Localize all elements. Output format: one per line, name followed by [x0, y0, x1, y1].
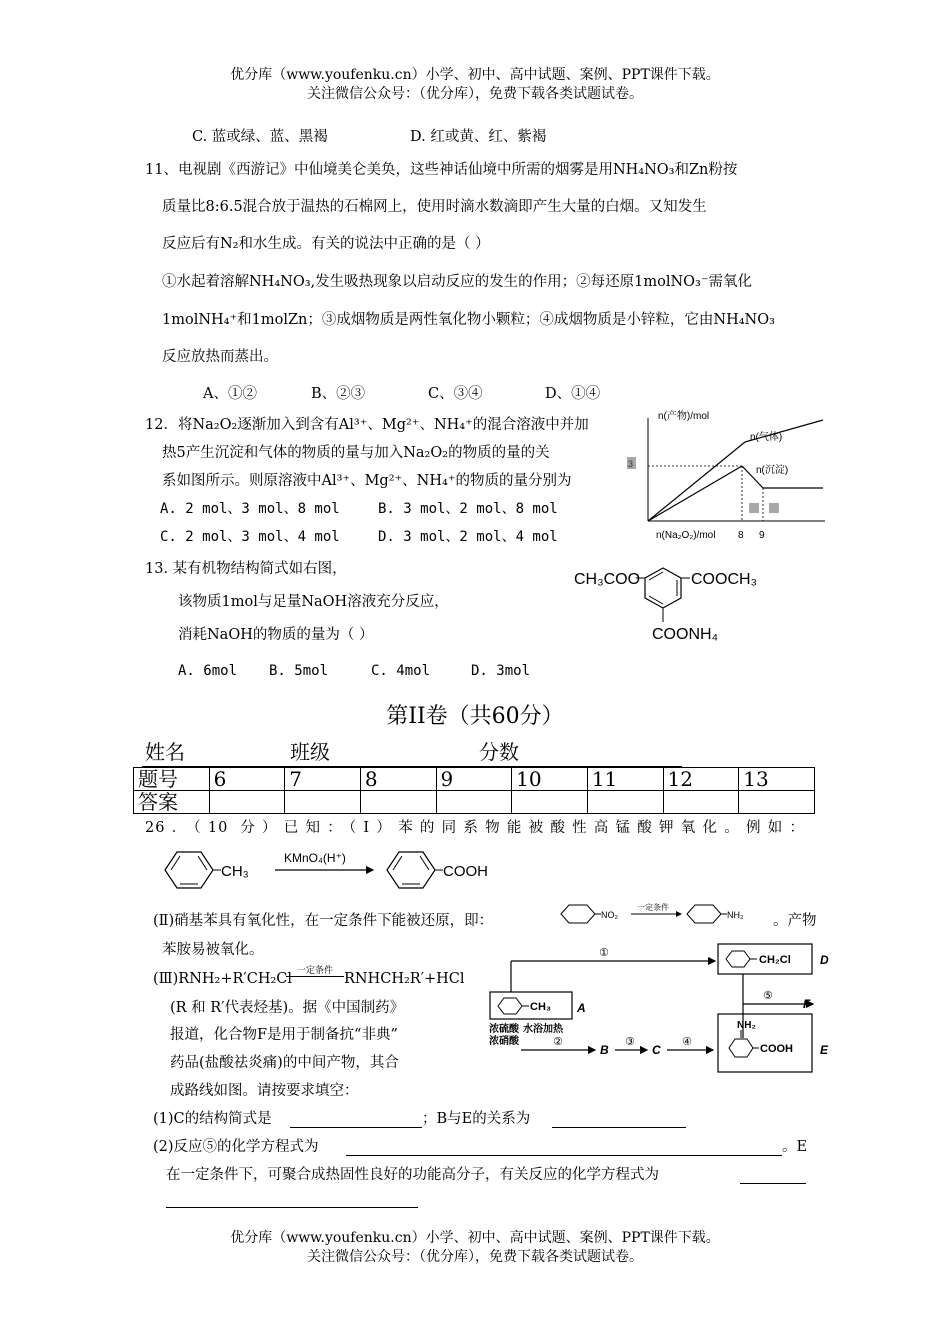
acid-group: COOH [443, 863, 488, 880]
step-4-label: ④ [682, 1036, 692, 1048]
a-label: A [577, 1001, 586, 1015]
x-axis-label: n(Na₂O₂)/mol [656, 530, 716, 541]
e-label: E [820, 1043, 829, 1057]
synthesis-scheme [487, 938, 837, 1076]
group-left: CH₃COO [574, 571, 641, 588]
q12-line-2: 热5产生沉淀和气体的物质的量与加入Na₂O₂的物质的量的关 [162, 445, 550, 461]
x-tick-8: 8 [738, 530, 744, 541]
group-right: COOCH₃ [691, 571, 758, 588]
table-header-answer: 答案 [134, 791, 210, 814]
q26-line-iii-b: RNHCH₂R′+HCl [344, 971, 465, 987]
q12-graph [620, 400, 830, 548]
reagent-kmno4: KMnO₄(H⁺) [284, 851, 346, 865]
q11-option-b: B、②③ [311, 386, 366, 402]
q26-line-v: 报道，化合物F是用于制备抗“非典” [170, 1027, 398, 1043]
benzene-amine [687, 905, 721, 923]
blot-1 [749, 503, 759, 513]
q13-structure [570, 560, 770, 650]
table-header-number: 题号 [134, 768, 210, 791]
e-cooh: COOH [760, 1043, 793, 1055]
gas-line-1 [648, 442, 745, 521]
heat-condition: 水浴加热 [523, 1024, 563, 1035]
q13-option-c: C. 4mol [371, 663, 431, 679]
answer-blank-polymer-end[interactable] [740, 1167, 806, 1184]
ring-double-1 [649, 572, 663, 580]
y-tick-3: 3 [628, 459, 634, 469]
q26-line-iii-cond: 一定条件 [286, 966, 344, 977]
name-label: 姓名 [145, 740, 185, 764]
table-cell-number: 11 [587, 768, 663, 791]
q11-option-c: C、③④ [428, 386, 483, 402]
amine-group: NH₂ [727, 910, 744, 920]
q26-line-ii-cont: 苯胺易被氧化。 [162, 942, 264, 958]
answer-blank-b-e[interactable] [552, 1111, 686, 1128]
answer-cell[interactable] [436, 791, 512, 814]
q10-option-d: D. 红或黄、红、紫褐 [410, 129, 547, 145]
q26-sub-1-a: (1)C的结构简式是 [153, 1111, 272, 1127]
reaction-2 [555, 900, 775, 928]
c-label: C [652, 1043, 661, 1057]
gas-label: n(气体) [750, 432, 783, 443]
step-3-label: ③ [625, 1036, 635, 1048]
table-cell-number: 10 [512, 768, 588, 791]
q26-sub-2-c: 在一定条件下，可聚合成热固性良好的功能高分子，有关反应的化学方程式为 [166, 1167, 659, 1183]
q11-line-5: 1molNH₄⁺和1molZn；③成烟物质是两性氧化物小颗粒；④成烟物质是小锌粒，它由NH₄NO₃ [162, 312, 775, 328]
q13-option-b: B. 5mol [269, 663, 329, 679]
answer-blank-reaction-5[interactable] [346, 1139, 782, 1156]
ring-double-3 [649, 596, 663, 604]
a-group: CH₃ [530, 1001, 551, 1013]
answer-cell[interactable] [285, 791, 361, 814]
answer-table [133, 767, 815, 814]
q10-option-c: C. 蓝或绿、蓝、黑褐 [192, 129, 328, 145]
q13-option-d: D. 3mol [471, 663, 531, 679]
benzene-toluene [165, 852, 213, 888]
q12-option-a: A. 2 mol、3 mol、8 mol [160, 501, 340, 517]
f-label: F [803, 997, 811, 1011]
table-cell-number: 7 [285, 768, 361, 791]
q13-line-2: 该物质1mol与足量NaOH溶液充分反应， [178, 594, 449, 610]
info-line [142, 740, 682, 767]
q13-line-1: 13. 某有机物结构简式如右图， [145, 561, 347, 577]
q26-line-iii-a: (Ⅲ)RNH₂+R′CH₂Cl [153, 971, 293, 987]
answer-cell[interactable] [512, 791, 588, 814]
answer-blank-c[interactable] [290, 1111, 422, 1128]
answer-cell[interactable] [739, 791, 815, 814]
nitro-group: NO₂ [601, 910, 618, 920]
reagent-nitric: 浓硝酸 [489, 1036, 519, 1047]
toluene-group: CH₃ [221, 863, 249, 880]
header-line-2: 关注微信公众号：（优分库），免费下载各类试题试卷。 [307, 86, 643, 102]
step-2-label: ② [553, 1036, 563, 1048]
q26-line-vi: 药品(盐酸祛炎痛)的中间产物，其合 [170, 1055, 399, 1071]
d-group: CH₂Cl [759, 954, 791, 966]
reaction-1 [155, 842, 535, 892]
x-tick-9: 9 [759, 530, 765, 541]
section-title: 第II卷（共60分） [386, 704, 564, 729]
score-label: 分数 [479, 740, 519, 764]
benzene-ring [645, 568, 681, 608]
table-cell-number: 13 [739, 768, 815, 791]
q26-sub-2-b: 。E [782, 1139, 808, 1155]
answer-cell[interactable] [360, 791, 436, 814]
q11-option-d: D、①④ [545, 386, 601, 402]
benzene-d [726, 951, 750, 967]
blot-2 [769, 503, 779, 513]
header-line-1: 优分库（www.youfenku.cn）小学、初中、高中试题、案例、PPT课件下载。 [230, 67, 720, 83]
q26-line-iv: (R 和 R′代表烃基)。据《中国制药》 [170, 1000, 405, 1016]
e-nh2: NH₂ [737, 1020, 756, 1031]
precip-line-1 [648, 466, 742, 521]
q11-option-a: A、①② [203, 386, 257, 402]
q26-line-ii: (Ⅱ)硝基苯具有氧化性，在一定条件下能被还原，即： [153, 913, 494, 929]
q26-line-ii-end: 。产物 [773, 913, 817, 929]
d-label: D [820, 953, 829, 967]
q12-line-3: 系如图所示。则原溶液中Al³⁺、Mg²⁺、NH₄⁺的物质的量分别为 [162, 473, 572, 489]
q12-option-d: D. 3 mol、2 mol、4 mol [378, 529, 558, 545]
table-cell-number: 8 [360, 768, 436, 791]
table-cell-number: 6 [209, 768, 285, 791]
q26-sub-2-a: (2)反应⑤的化学方程式为 [153, 1139, 319, 1155]
reagent-sulfuric: 浓硫酸 [489, 1024, 519, 1035]
table-cell-number: 9 [436, 768, 512, 791]
group-bottom: COONH₄ [652, 626, 719, 643]
y-axis-label: n(产物)/mol [658, 411, 710, 422]
q26-sub-1-b: ；B与E的关系为 [422, 1111, 531, 1127]
benzene-a [498, 998, 522, 1014]
q12-option-b: B. 3 mol、2 mol、8 mol [378, 501, 558, 517]
q11-line-2: 质量比8:6.5混合放于温热的石棉网上，使用时滴水数滴即产生大量的白烟。又知发生 [162, 199, 707, 215]
precip-label: n(沉淀) [756, 465, 789, 476]
benzene-e [729, 1039, 753, 1057]
q26-line-vii: 成路线如图。请按要求填空： [170, 1083, 359, 1099]
q26-line-1: 26．（10 分）已知：（I）苯的同系物能被酸性高锰酸钾氧化。例如： [145, 820, 805, 836]
footer-line-2: 关注微信公众号：（优分库），免费下载各类试题试卷。 [307, 1249, 643, 1265]
step-1-label: ① [599, 947, 609, 959]
answer-cell[interactable] [209, 791, 285, 814]
q11-line-3: 反应后有N₂和水生成。有关的说法中正确的是（ ） [162, 236, 490, 252]
answer-blank-polymer-next[interactable] [166, 1191, 418, 1208]
q13-option-a: A. 6mol [178, 663, 238, 679]
condition: 一定条件 [637, 903, 669, 912]
q12-option-c: C. 2 mol、3 mol、4 mol [160, 529, 340, 545]
table-cell-number: 12 [663, 768, 739, 791]
footer-line-1: 优分库（www.youfenku.cn）小学、初中、高中试题、案例、PPT课件下载。 [230, 1230, 720, 1246]
b-label: B [600, 1043, 609, 1057]
answer-cell[interactable] [663, 791, 739, 814]
q11-line-6: 反应放热而蒸出。 [162, 349, 278, 365]
step-5-label: ⑤ [763, 990, 773, 1002]
benzene-nitro [561, 905, 595, 923]
q12-line-1: 12．将Na₂O₂逐渐加入到含有Al³⁺、Mg²⁺、NH₄⁺的混合溶液中并加 [145, 417, 589, 433]
q13-line-3: 消耗NaOH的物质的量为（ ） [178, 627, 374, 643]
q11-line-4: ①水起着溶解NH₄NO₃,发生吸热现象以启动反应的发生的作用；②每还原1molNO₃⁻需氧化 [162, 274, 753, 290]
benzene-acid [387, 852, 435, 888]
answer-cell[interactable] [587, 791, 663, 814]
q11-line-1: 11、电视剧《西游记》中仙境美仑美奂，这些神话仙境中所需的烟雾是用NH₄NO₃和Zn粉按 [145, 162, 738, 178]
class-label: 班级 [290, 740, 330, 764]
